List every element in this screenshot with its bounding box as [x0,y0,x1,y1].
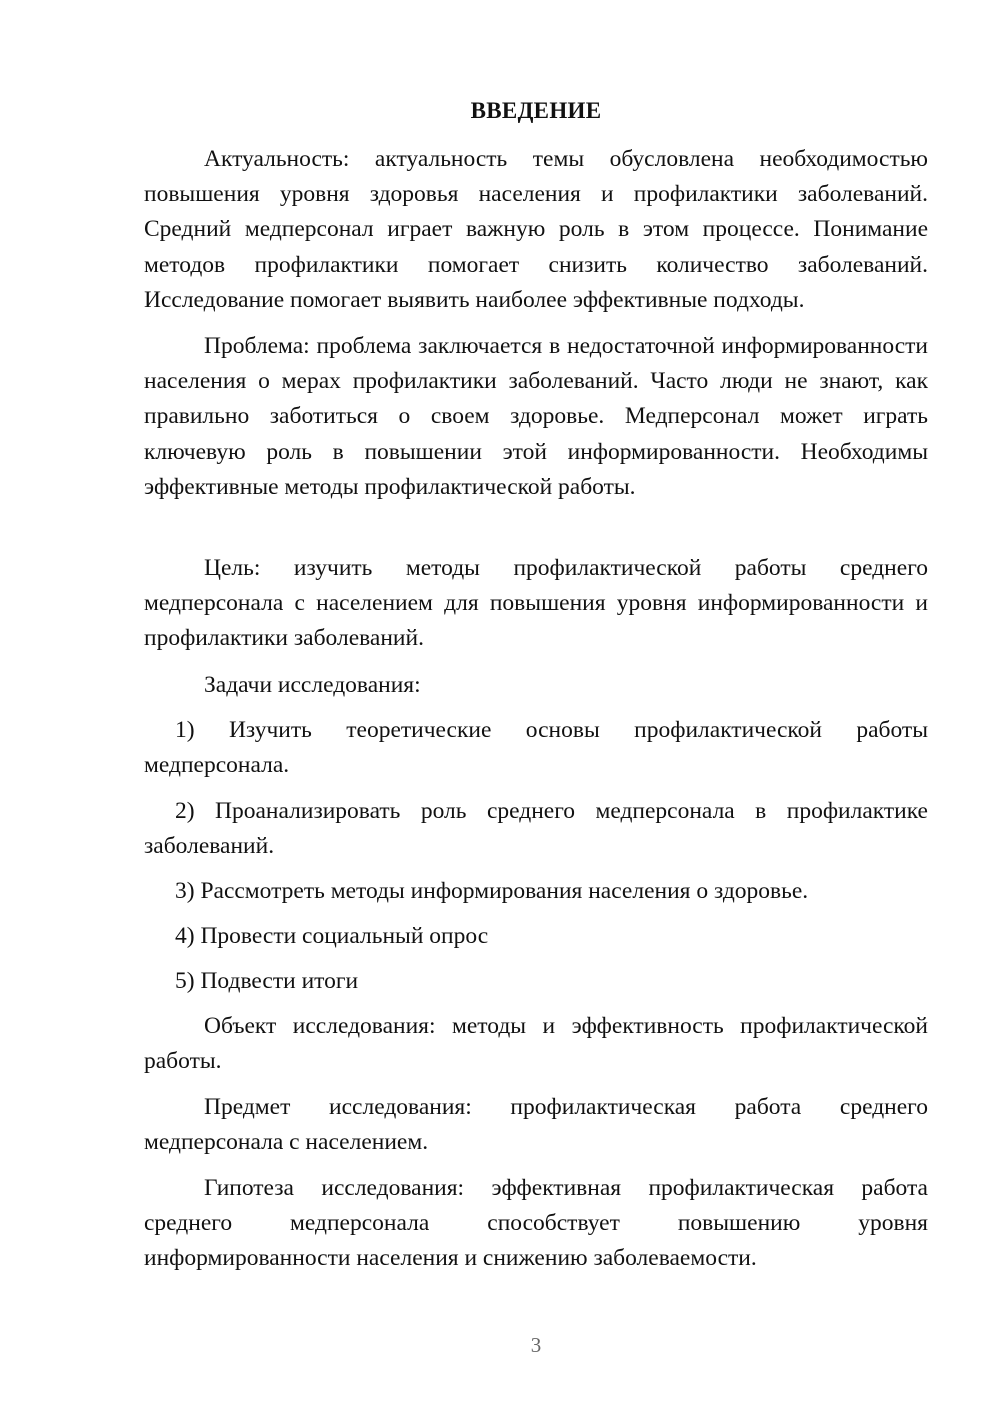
paragraph-subject: Предмет исследования: профилактическая работа среднего медперсонала с населением. [144,1094,928,1156]
paragraph-problem: Проблема: проблема заключается в недостаточной информированности населения о мерах профилактики заболеваний. Часто люди не знают, как правильно заботиться о своем здоровье. Медперсонал может играть ключевую роль в повышении этой информированности. Необходимы эффективные методы профилактической работы. [144,333,928,500]
paragraph-object: Объект исследования: методы и эффективность профилактической работы. [144,1013,928,1075]
list-item-task-3: 3) Рассмотреть методы информирования населения о здоровье. [175,878,809,904]
list-item-task-1: 1) Изучить теоретические основы профилактической работы медперсонала. [144,717,928,779]
paragraph-relevance: Актуальность: актуальность темы обусловлена необходимостью повышения уровня здоровья населения и профилактики заболеваний. Средний медперсонал играет важную роль в этом процессе. Понимание методов профилактики помогает снизить количество заболеваний. Исследование помогает выявить наиболее эффективные подходы. [144,146,928,313]
paragraph-tasks-heading: Задачи исследования: [204,672,421,698]
list-item-task-5: 5) Подвести итоги [175,968,359,994]
list-item-task-2: 2) Проанализировать роль среднего медперсонала в профилактике заболеваний. [144,798,928,860]
paragraph-goal: Цель: изучить методы профилактической работы среднего медперсонала с населением для повышения уровня информированности и профилактики заболеваний. [144,555,928,652]
section-title: ВВЕДЕНИЕ [470,98,602,123]
list-item-task-4: 4) Провести социальный опрос [175,923,489,949]
paragraph-hypothesis: Гипотеза исследования: эффективная профилактическая работа среднего медперсонала способствует повышению уровня информированности населения и снижению заболеваемости. [144,1175,928,1272]
page-number: 3 [530,1333,542,1357]
